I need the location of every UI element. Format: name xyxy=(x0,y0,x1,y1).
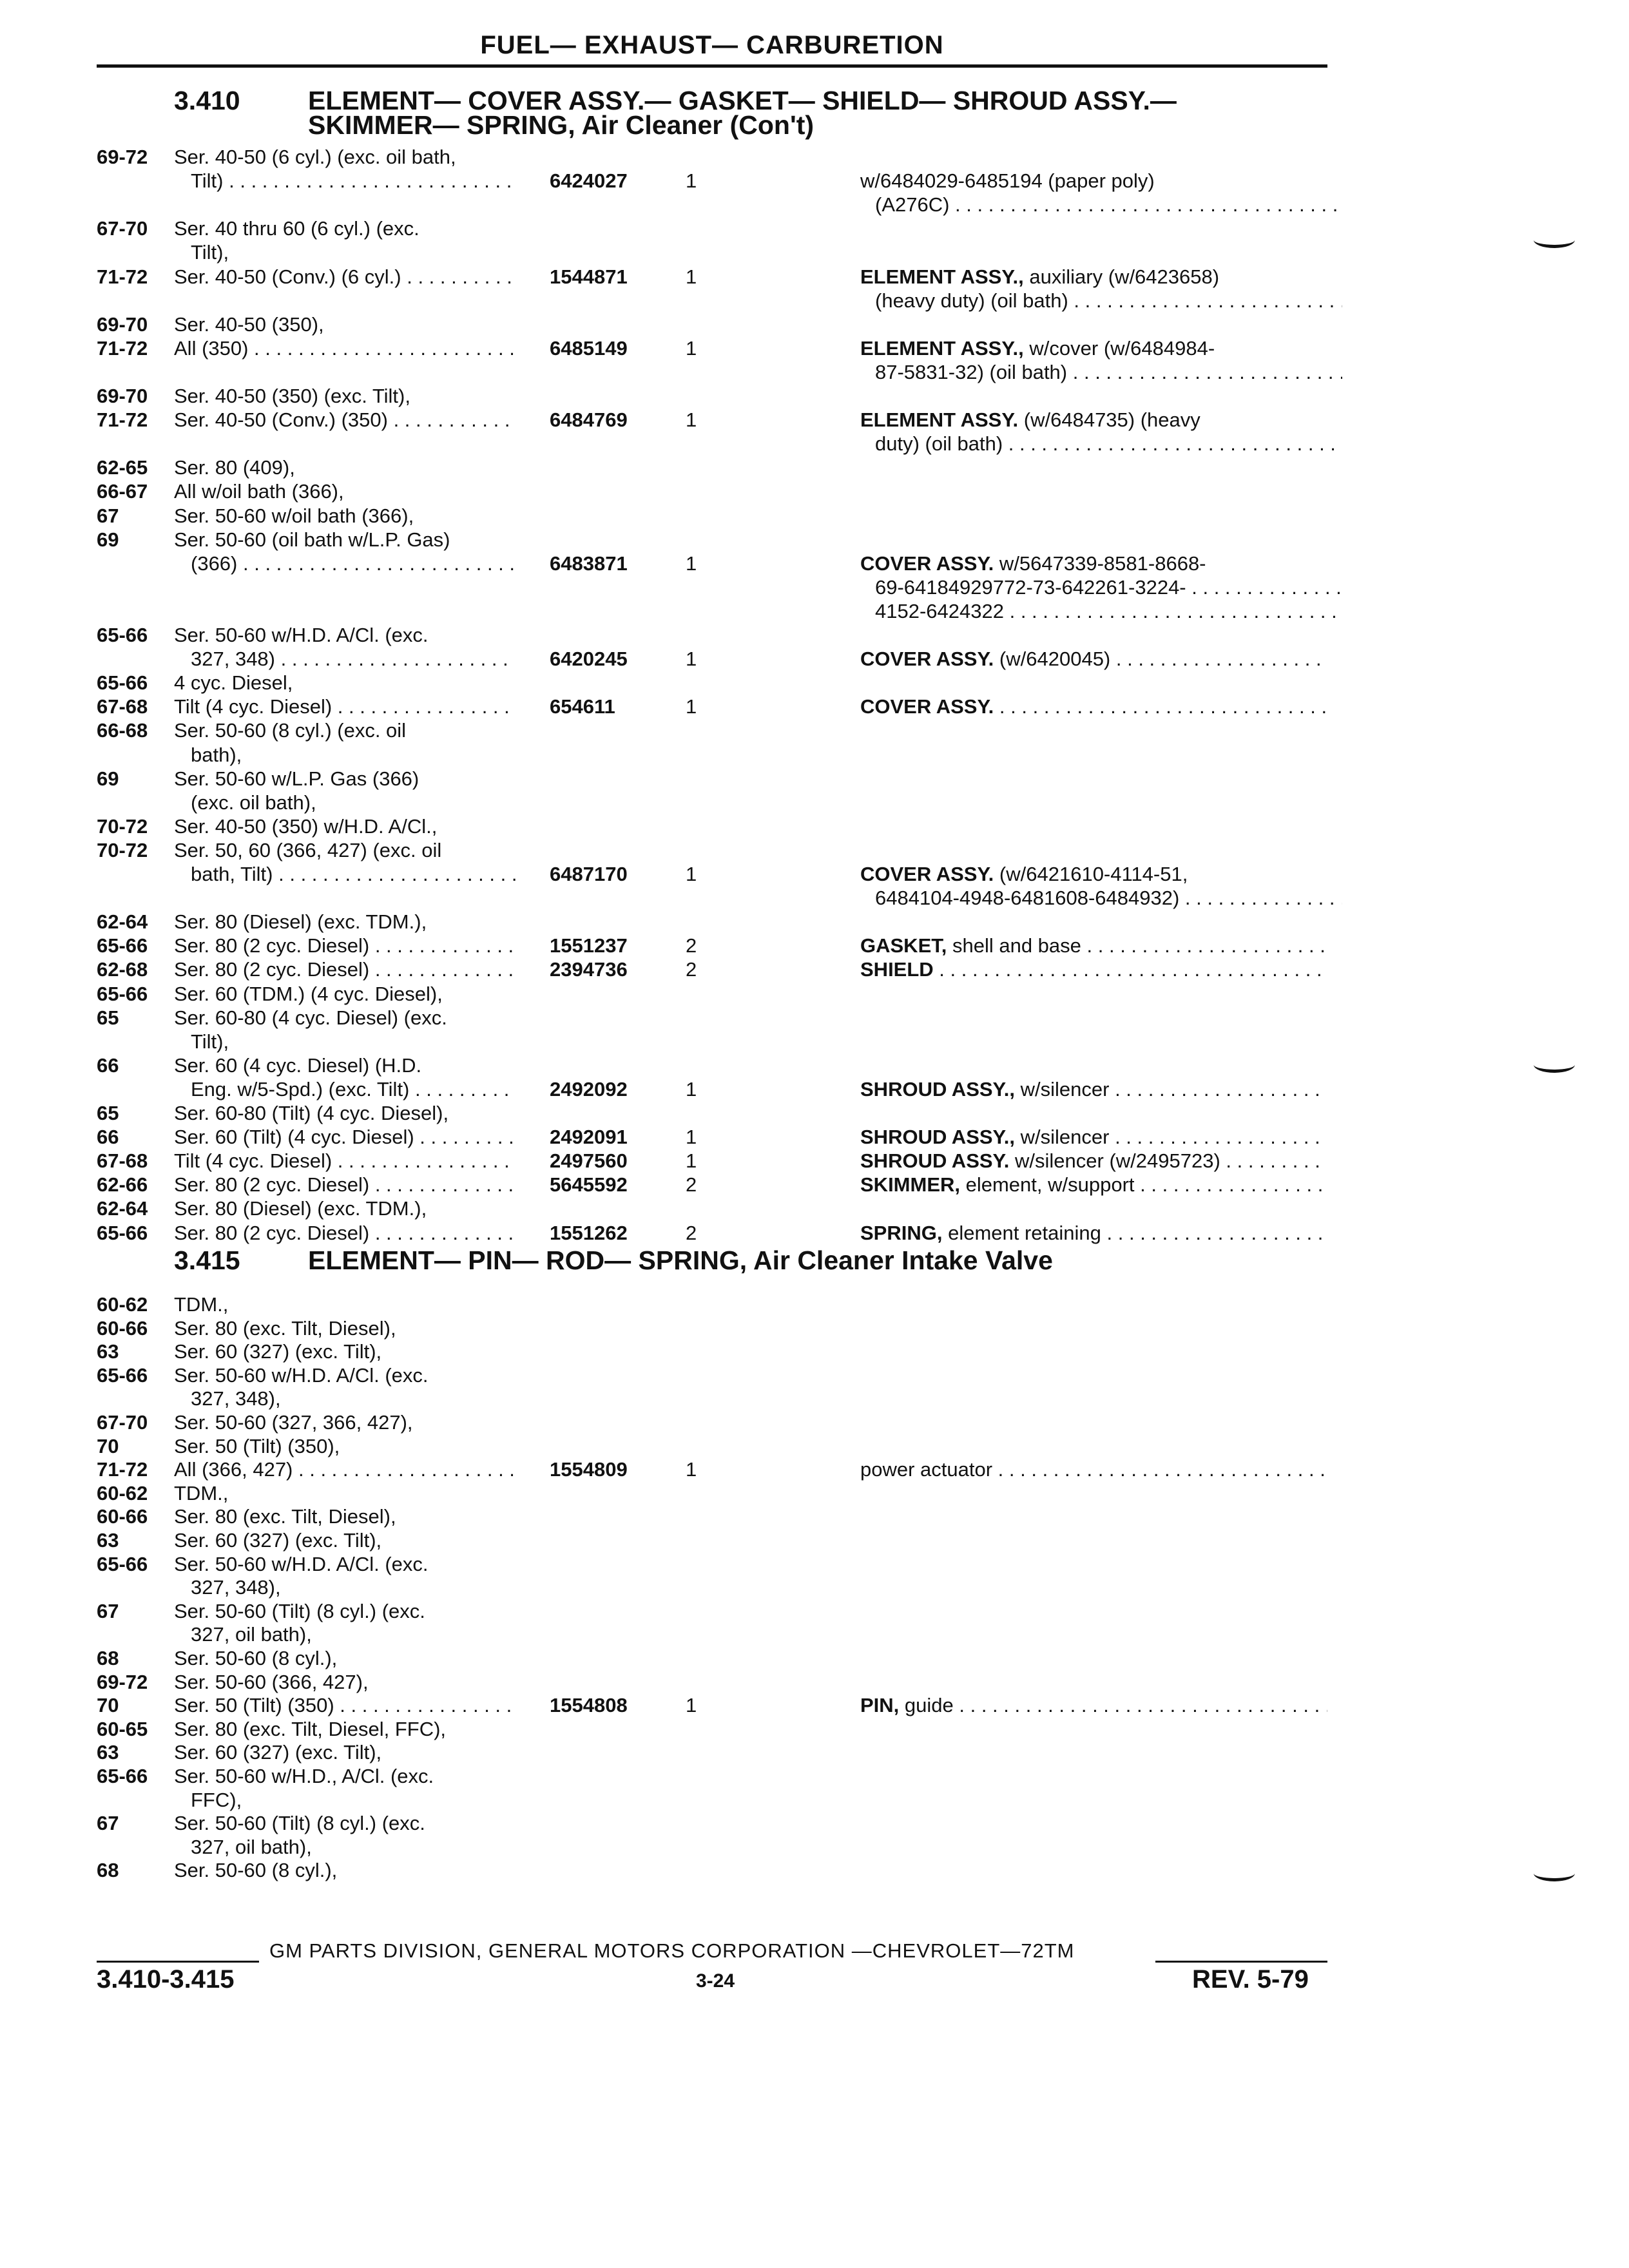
part-number: 2492091 xyxy=(550,1126,628,1148)
table-row xyxy=(0,862,1629,886)
page-header: FUEL— EXHAUST— CARBURETION xyxy=(480,31,944,59)
application: Ser. 50-60 (8 cyl.), xyxy=(174,1859,338,1881)
table-row xyxy=(0,791,1629,814)
description xyxy=(860,1077,1327,1101)
table-row xyxy=(0,1125,1629,1149)
quantity: 1 xyxy=(686,1694,697,1716)
application: Ser. 60 (327) (exc. Tilt), xyxy=(174,1340,382,1363)
application: Ser. 80 (exc. Tilt, Diesel), xyxy=(174,1317,396,1340)
section-title: ELEMENT— PIN— ROD— SPRING, Air Cleaner Intake Valve xyxy=(308,1245,1053,1275)
part-number: 6420245 xyxy=(550,648,628,670)
footer-section-range: 3.410-3.415 xyxy=(97,1965,235,1994)
quantity: 1 xyxy=(686,1126,697,1148)
table-row xyxy=(0,767,1629,791)
table-row xyxy=(0,1764,1629,1788)
description xyxy=(860,1221,1327,1245)
model-years: 65-66 xyxy=(97,1553,148,1575)
application: Tilt (4 cyc. Diesel) . . . xyxy=(174,1149,516,1173)
application: Ser. 80 (exc. Tilt, Diesel), xyxy=(174,1505,396,1528)
application: Ser. 50-60 (8 cyl.), xyxy=(174,1647,338,1669)
model-years: 62-64 xyxy=(97,910,148,933)
table-row xyxy=(0,360,1629,384)
application: Ser. 60 (4 cyc. Diesel) (H.D. xyxy=(174,1054,422,1077)
section-number: 3.415 xyxy=(174,1245,240,1275)
table-row xyxy=(0,1221,1629,1245)
quantity: 1 xyxy=(686,1149,697,1172)
part-number: 1551262 xyxy=(550,1222,628,1244)
table-row xyxy=(0,312,1629,336)
part-name: PIN, xyxy=(860,1694,900,1716)
model-years: 66-67 xyxy=(97,480,148,503)
application: Ser. 60-80 (4 cyc. Diesel) (exc. xyxy=(174,1006,447,1029)
table-row xyxy=(0,695,1629,718)
part-number: 6483871 xyxy=(550,552,628,575)
application: Ser. 80 (2 cyc. Diesel) . . . xyxy=(174,934,516,957)
part-number: 1554809 xyxy=(550,1458,628,1481)
part-detail: w/silencer (w/2495723) xyxy=(1009,1149,1220,1172)
section-number: 3.410 xyxy=(174,86,240,115)
table-row xyxy=(0,1528,1629,1552)
table-row xyxy=(0,886,1629,910)
application: Ser. 80 (2 cyc. Diesel) . . . xyxy=(174,957,516,981)
model-years: 62-68 xyxy=(97,958,148,981)
model-years: 67-70 xyxy=(97,217,148,240)
model-years: 71-72 xyxy=(97,408,148,431)
model-years: 67 xyxy=(97,1600,119,1622)
table-row xyxy=(0,1740,1629,1764)
table-row xyxy=(0,1006,1629,1030)
quantity: 1 xyxy=(686,552,697,575)
table-row xyxy=(0,1340,1629,1363)
footer-publisher: GM PARTS DIVISION, GENERAL MOTORS CORPORATION —CHEVROLET—72TM xyxy=(269,1939,1075,1962)
table-row xyxy=(0,1101,1629,1125)
table-row xyxy=(0,456,1629,479)
application: Ser. 50-60 (8 cyl.) (exc. oil xyxy=(174,719,407,742)
binder-mark xyxy=(1534,232,1575,248)
footer-revision: REV. 5-79 xyxy=(1192,1965,1309,1994)
part-name: ELEMENT ASSY., xyxy=(860,337,1024,360)
part-detail: w/6484029-6485194 (paper poly) xyxy=(860,169,1155,192)
description xyxy=(860,552,1327,575)
application: Ser. 80 (Diesel) (exc. TDM.), xyxy=(174,910,427,933)
table-row xyxy=(0,145,1629,169)
application: Ser. 40 thru 60 (6 cyl.) (exc. xyxy=(174,217,419,240)
model-years: 71-72 xyxy=(97,1458,148,1481)
quantity: 2 xyxy=(686,1222,697,1244)
table-row xyxy=(0,1173,1629,1196)
application: TDM., xyxy=(174,1482,229,1504)
table-row xyxy=(0,1693,1629,1717)
model-years: 67-68 xyxy=(97,1149,148,1172)
part-number: 654611 xyxy=(550,695,615,718)
application: Ser. 80 (409), xyxy=(174,456,295,479)
table-row xyxy=(0,623,1629,647)
application: Ser. 60 (327) (exc. Tilt), xyxy=(174,1741,382,1763)
part-detail: element, w/support xyxy=(960,1173,1135,1196)
model-years: 65 xyxy=(97,1102,119,1124)
quantity: 1 xyxy=(686,1458,697,1481)
model-years: 63 xyxy=(97,1529,119,1552)
model-years: 68 xyxy=(97,1647,119,1669)
description xyxy=(860,695,1327,718)
model-years: 60-66 xyxy=(97,1505,148,1528)
part-detail: 87-5831-32) (oil bath) xyxy=(875,361,1068,383)
application: Ser. 40-50 (Conv.) (6 cyl.) . . . xyxy=(174,265,516,289)
description xyxy=(875,289,1342,312)
table-row xyxy=(0,1053,1629,1077)
application: Tilt (4 cyc. Diesel) . . . xyxy=(174,695,516,718)
table-row xyxy=(0,743,1629,767)
description xyxy=(860,1457,1327,1481)
table-row xyxy=(0,957,1629,981)
part-detail: w/silencer xyxy=(1015,1078,1110,1100)
application: Ser. 50-60 w/H.D. A/Cl. (exc. xyxy=(174,1364,429,1387)
quantity: 2 xyxy=(686,934,697,957)
table-row xyxy=(0,1599,1629,1623)
model-years: 67-70 xyxy=(97,1411,148,1434)
part-name: COVER ASSY. xyxy=(860,863,994,885)
model-years: 65-66 xyxy=(97,1364,148,1387)
application: Ser. 60-80 (Tilt) (4 cyc. Diesel), xyxy=(174,1102,449,1124)
application: Ser. 40-50 (6 cyl.) (exc. oil bath, xyxy=(174,146,456,168)
model-years: 65-66 xyxy=(97,934,148,957)
model-years: 66 xyxy=(97,1126,119,1148)
part-number: 2497560 xyxy=(550,1149,628,1172)
table-row xyxy=(0,1622,1629,1646)
section-title-continued: SKIMMER— SPRING, Air Cleaner (Con't) xyxy=(308,110,815,140)
application: Ser. 50-60 w/H.D., A/Cl. (exc. xyxy=(174,1765,434,1787)
part-name: SHROUD ASSY. xyxy=(860,1149,1010,1172)
table-row xyxy=(0,1293,1629,1316)
table-row xyxy=(0,504,1629,528)
application: (exc. oil bath), xyxy=(191,791,316,814)
model-years: 67 xyxy=(97,505,119,527)
table-row xyxy=(0,1387,1629,1410)
application: Ser. 40-50 (350) w/H.D. A/Cl., xyxy=(174,815,438,838)
application: Ser. 50-60 w/H.D. A/Cl. (exc. xyxy=(174,1553,429,1575)
application: 327, 348), xyxy=(191,1576,281,1599)
table-row xyxy=(0,432,1629,456)
application: Ser. 50-60 w/H.D. A/Cl. (exc. xyxy=(174,624,429,646)
application: Ser. 80 (2 cyc. Diesel) . . . xyxy=(174,1173,516,1196)
part-name: GASKET, xyxy=(860,934,947,957)
part-detail: 4152-6424322 xyxy=(875,600,1004,622)
part-name: ELEMENT ASSY., xyxy=(860,265,1024,288)
application: Tilt), xyxy=(191,1030,229,1053)
model-years: 62-65 xyxy=(97,456,148,479)
table-row xyxy=(0,1788,1629,1812)
application: 327, 348) . . . xyxy=(191,647,516,671)
table-row xyxy=(0,647,1629,671)
application: Ser. 50, 60 (366, 427) (exc. oil xyxy=(174,839,442,861)
quantity: 1 xyxy=(686,648,697,670)
description xyxy=(875,599,1342,623)
part-detail: auxiliary (w/6423658) xyxy=(1023,265,1220,288)
part-number: 1554808 xyxy=(550,1694,628,1716)
table-row xyxy=(0,1077,1629,1101)
table-row xyxy=(0,934,1629,957)
table-row xyxy=(0,1575,1629,1599)
quantity: 1 xyxy=(686,695,697,718)
application: TDM., xyxy=(174,1293,229,1316)
part-name: COVER ASSY. xyxy=(860,552,994,575)
description xyxy=(860,862,1327,886)
application: bath), xyxy=(191,744,242,766)
application: Ser. 50-60 (327, 366, 427), xyxy=(174,1411,413,1434)
part-name: COVER ASSY. xyxy=(860,648,994,670)
part-detail: w/5647339-8581-8668- xyxy=(994,552,1206,575)
table-row xyxy=(0,575,1629,599)
part-detail: (w/6421610-4114-51, xyxy=(994,863,1188,885)
model-years: 69-72 xyxy=(97,1671,148,1693)
part-name: SHROUD ASSY., xyxy=(860,1126,1016,1148)
table-row xyxy=(0,479,1629,503)
description xyxy=(860,1173,1327,1196)
model-years: 69-70 xyxy=(97,385,148,407)
description xyxy=(860,169,1327,193)
model-years: 70-72 xyxy=(97,839,148,861)
header-rule xyxy=(97,64,1327,68)
application: Ser. 50 (Tilt) (350) . . . xyxy=(174,1693,516,1717)
footer-rule xyxy=(1155,1961,1327,1963)
model-years: 62-66 xyxy=(97,1173,148,1196)
model-years: 65-66 xyxy=(97,624,148,646)
part-detail: (w/6484735) (heavy xyxy=(1018,408,1200,431)
quantity: 1 xyxy=(686,169,697,192)
description xyxy=(860,265,1327,289)
section-title: ELEMENT— COVER ASSY.— GASKET— SHIELD— SHROUD ASSY.— xyxy=(308,86,1177,115)
description xyxy=(860,934,1327,957)
table-row xyxy=(0,671,1629,695)
model-years: 69 xyxy=(97,767,119,790)
footer-page-number: 3-24 xyxy=(696,1970,735,1992)
table-row xyxy=(0,408,1629,432)
part-number: 1551237 xyxy=(550,934,628,957)
part-number: 2492092 xyxy=(550,1078,628,1100)
model-years: 65-66 xyxy=(97,1765,148,1787)
description xyxy=(860,1693,1327,1717)
model-years: 65-66 xyxy=(97,1222,148,1244)
table-row xyxy=(0,1316,1629,1340)
footer-rule xyxy=(97,1961,259,1963)
model-years: 63 xyxy=(97,1340,119,1363)
table-row xyxy=(0,528,1629,552)
application: Ser. 60 (327) (exc. Tilt), xyxy=(174,1529,382,1552)
application: Ser. 50-60 w/oil bath (366), xyxy=(174,505,414,527)
application: 327, 348), xyxy=(191,1387,281,1410)
application: Eng. w/5-Spd.) (exc. Tilt) . . . xyxy=(191,1077,516,1101)
table-row xyxy=(0,169,1629,193)
description xyxy=(860,957,1327,981)
table-row xyxy=(0,718,1629,742)
model-years: 70-72 xyxy=(97,815,148,838)
model-years: 70 xyxy=(97,1694,119,1716)
table-row xyxy=(0,240,1629,264)
application: All (366, 427) . . . xyxy=(174,1457,516,1481)
part-detail: w/cover (w/6484984- xyxy=(1023,337,1215,360)
description xyxy=(860,1149,1327,1173)
model-years: 66-68 xyxy=(97,719,148,742)
model-years: 67 xyxy=(97,1812,119,1834)
part-number: 6484769 xyxy=(550,408,628,431)
application: All (350) . . . xyxy=(174,336,516,360)
table-row xyxy=(0,384,1629,408)
table-row xyxy=(0,910,1629,934)
model-years: 60-66 xyxy=(97,1317,148,1340)
quantity: 1 xyxy=(686,337,697,360)
table-row xyxy=(0,1811,1629,1835)
table-row xyxy=(0,1504,1629,1528)
application: 327, oil bath), xyxy=(191,1623,312,1646)
table-row xyxy=(0,1670,1629,1694)
part-number: 1544871 xyxy=(550,265,628,288)
table-row xyxy=(0,1149,1629,1173)
table-row xyxy=(0,1030,1629,1053)
part-number: 6424027 xyxy=(550,169,628,192)
quantity: 1 xyxy=(686,1078,697,1100)
model-years: 66 xyxy=(97,1054,119,1077)
description xyxy=(875,193,1342,216)
part-name: SHIELD xyxy=(860,958,934,981)
application: Ser. 50 (Tilt) (350), xyxy=(174,1435,340,1457)
binder-mark xyxy=(1534,1865,1575,1881)
part-detail: (heavy duty) (oil bath) xyxy=(875,289,1068,312)
application: All w/oil bath (366), xyxy=(174,480,344,503)
table-row xyxy=(0,814,1629,838)
table-row xyxy=(0,1434,1629,1458)
model-years: 69-72 xyxy=(97,146,148,168)
part-detail: w/silencer xyxy=(1015,1126,1110,1148)
model-years: 67-68 xyxy=(97,695,148,718)
model-years: 62-64 xyxy=(97,1197,148,1220)
description xyxy=(860,1125,1327,1149)
table-row xyxy=(0,1457,1629,1481)
application: Ser. 50-60 (366, 427), xyxy=(174,1671,369,1693)
part-detail: 6484104-4948-6481608-6484932) xyxy=(875,887,1180,909)
quantity: 1 xyxy=(686,408,697,431)
application: Ser. 50-60 (Tilt) (8 cyl.) (exc. xyxy=(174,1812,425,1834)
description xyxy=(860,647,1327,671)
application: (366) . . . xyxy=(191,552,516,575)
model-years: 65-66 xyxy=(97,983,148,1005)
table-row xyxy=(0,1552,1629,1576)
table-row xyxy=(0,1196,1629,1220)
table-row xyxy=(0,336,1629,360)
description xyxy=(860,336,1327,360)
model-years: 69-70 xyxy=(97,313,148,336)
description xyxy=(860,408,1327,432)
model-years: 60-62 xyxy=(97,1482,148,1504)
model-years: 70 xyxy=(97,1435,119,1457)
application: Ser. 80 (exc. Tilt, Diesel, FFC), xyxy=(174,1718,447,1740)
application: FFC), xyxy=(191,1789,242,1811)
part-detail: (w/6420045) xyxy=(994,648,1111,670)
table-row xyxy=(0,216,1629,240)
application: Ser. 50-60 w/L.P. Gas (366) xyxy=(174,767,419,790)
part-detail: duty) (oil bath) xyxy=(875,432,1003,455)
part-detail: 69-64184929772-73-642261-3224- xyxy=(875,576,1186,599)
binder-mark xyxy=(1534,1057,1575,1073)
part-name: COVER ASSY. xyxy=(860,695,994,718)
model-years: 69 xyxy=(97,528,119,551)
application: Ser. 80 (2 cyc. Diesel) . . . xyxy=(174,1221,516,1245)
model-years: 68 xyxy=(97,1859,119,1881)
part-detail: guide xyxy=(899,1694,954,1716)
part-number: 6485149 xyxy=(550,337,628,360)
part-detail: (A276C) xyxy=(875,193,950,216)
part-name: ELEMENT ASSY. xyxy=(860,408,1019,431)
model-years: 71-72 xyxy=(97,337,148,360)
table-row xyxy=(0,1646,1629,1670)
application: Ser. 60 (TDM.) (4 cyc. Diesel), xyxy=(174,983,443,1005)
application: Tilt) . . . xyxy=(191,169,516,193)
quantity: 2 xyxy=(686,1173,697,1196)
model-years: 65-66 xyxy=(97,671,148,694)
part-detail: power actuator xyxy=(860,1458,993,1481)
table-row xyxy=(0,193,1629,216)
table-row xyxy=(0,599,1629,623)
table-row xyxy=(0,982,1629,1006)
model-years: 71-72 xyxy=(97,265,148,288)
table-row xyxy=(0,1835,1629,1859)
table-row xyxy=(0,838,1629,862)
table-row xyxy=(0,1410,1629,1434)
application: Ser. 60 (Tilt) (4 cyc. Diesel) . . . xyxy=(174,1125,516,1149)
table-row xyxy=(0,265,1629,289)
application: Ser. 40-50 (Conv.) (350) . . . xyxy=(174,408,516,432)
quantity: 2 xyxy=(686,958,697,981)
description xyxy=(875,575,1342,599)
application: Tilt), xyxy=(191,241,229,264)
quantity: 1 xyxy=(686,863,697,885)
application: Ser. 50-60 (oil bath w/L.P. Gas) xyxy=(174,528,450,551)
application: Ser. 40-50 (350) (exc. Tilt), xyxy=(174,385,410,407)
part-name: SKIMMER, xyxy=(860,1173,960,1196)
description xyxy=(875,432,1342,456)
model-years: 65 xyxy=(97,1006,119,1029)
application: Ser. 40-50 (350), xyxy=(174,313,324,336)
application: Ser. 80 (Diesel) (exc. TDM.), xyxy=(174,1197,427,1220)
application: 327, oil bath), xyxy=(191,1836,312,1858)
model-years: 60-65 xyxy=(97,1718,148,1740)
table-row xyxy=(0,289,1629,312)
model-years: 60-62 xyxy=(97,1293,148,1316)
part-detail: shell and base xyxy=(947,934,1081,957)
quantity: 1 xyxy=(686,265,697,288)
description xyxy=(875,360,1342,384)
part-number: 5645592 xyxy=(550,1173,628,1196)
part-name: SHROUD ASSY., xyxy=(860,1078,1016,1100)
table-row xyxy=(0,1717,1629,1741)
model-years: 63 xyxy=(97,1741,119,1763)
part-name: SPRING, xyxy=(860,1222,943,1244)
table-row xyxy=(0,1363,1629,1387)
table-row xyxy=(0,1858,1629,1882)
part-number: 6487170 xyxy=(550,863,628,885)
table-row xyxy=(0,1481,1629,1505)
application: Ser. 50-60 (Tilt) (8 cyl.) (exc. xyxy=(174,1600,425,1622)
application: bath, Tilt) . . . xyxy=(191,862,516,886)
description xyxy=(875,886,1342,910)
part-detail: element retaining xyxy=(942,1222,1101,1244)
part-number: 2394736 xyxy=(550,958,628,981)
table-row xyxy=(0,552,1629,575)
application: 4 cyc. Diesel, xyxy=(174,671,293,694)
